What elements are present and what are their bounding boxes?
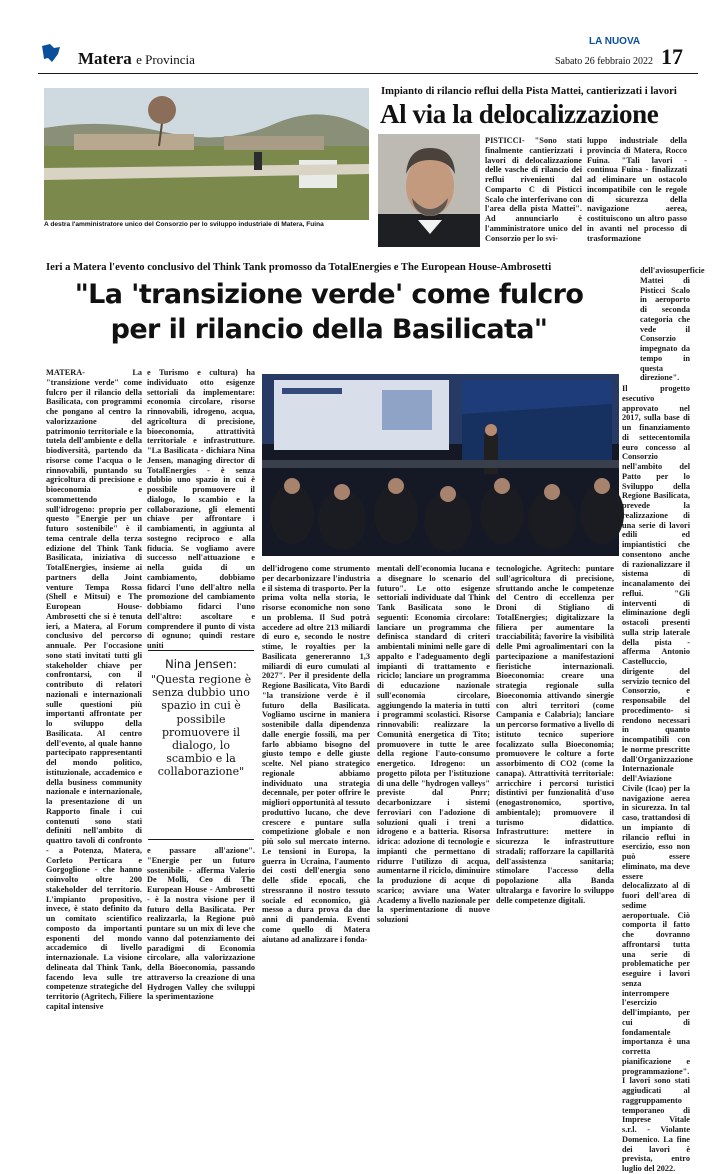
date: Sabato 26 febbraio 2022 — [555, 56, 654, 67]
conference-photo — [262, 374, 619, 556]
side-article-narrow: dell'aviosuperficie Mattei di Pisticci Scalo in aeroporto di seconda categoria che vede il Consorzio impegnato da tempo in questa direzione". — [640, 266, 705, 383]
page-number: 17 — [661, 44, 683, 69]
section-logo — [40, 42, 62, 64]
top-article-col1: PISTICCI- "Sono stati finalmente cantierizzati i lavori di delocalizzazione delle vasche di rilancio dei reflui rivenienti dal Comparto C di Pisticci Scalo che interferivano con l'area della pista Mattei". Ad annunciarlo è l'amministratore unico del Consorzio per lo svi- — [485, 136, 582, 243]
top-title: Al via la delocalizzazione — [380, 99, 659, 129]
main-headline-line2: per il rilancio della Basilicata" — [110, 314, 548, 345]
main-article-col3: dell'idrogeno come strumento per decarbonizzare l'industria e il sistema di trasporto. Per la prima volta nella storia, le risorse economiche non sono un problema. Il Sud potrà accedere ad oltre 213 miliardi di euro e, secondo le nostre stime, le royalties per la Basilicata genereranno 1,3 miliardi di euro cumulati al 2027". Per il presidente della Regione Basilicata, Vito Bardi "la transizione verde è il futuro della Basilicata. Vogliamo uscirne in maniera sostenibile dalla dipendenza dalle energie fossili, ma per farlo abbiamo bisogno del giusto tempo e delle giuste scelte. Nel piano strategico regionale abbiamo individuato una strategia decennale, per poter offrire le migliori opportunità al tessuto produttivo lucano, che deve crescere e puntare sulla competizione globale e non più solo sul mercato interno. Le tensioni in Europa, la guerra in Ucraina, l'aumento dei costi dell'energia sono delle sfide epocali, che stressranno il nostro tessuto sociale ed economico, già messo a dura prova da due anni di pandemia. Eventi come quello di Matera aiutano ad analizzare i fonda- — [262, 564, 370, 944]
main-article-col2b: e passare all'azione". "Energie per un futuro sostenibile - afferma Valerio De Molli, Ceo di The European House - Ambrosetti - è la nostra visione per il futuro della Basilicata. Per realizzarla, la Regione può puntare su un mix di leve che vanno dal potenziamento dei paradigmi di Economia circolare, alla valorizzazione della Bioeconomia, passando attraverso la creazione di una Hydrogen Valley che sviluppi la sperimentazione — [147, 846, 255, 1002]
top-kicker: Impianto di rilancio reflui della Pista Mattei, cantierizzati i lavori — [381, 86, 677, 97]
section-title: Matera e Provincia — [78, 49, 195, 68]
main-article-col2a: e Turismo e cultura) ha individuato otto esigenze settoriali da implementare: economia circolare, risorse rinnovabili, idrogeno, acqua, agricoltura di precisione, bioeconomia, attrattività territoriale e infrastrutture. "La Basilicata - dichiara Nina Jensen, managing director di TotalEnergies - è senza dubbio uno spazio in cui è possibile promuovere il dialogo, lo scambio e la collaborazione, gli elementi chiave per affrontare i cambiamenti, in aggiunta al sostegno reciproco e alla fiducia. Se vogliamo avere successo nell'attuazione e nella guida di un cambiamento, dobbiamo fidarci l'uno dell'altro nella promozione del cambiamento dobbiamo fidarci l'uno dell'altro: ascoltare e comprendere il punto di vista di ognuno; quindi restare uniti — [147, 368, 255, 650]
portrait-photo — [378, 134, 480, 247]
main-headline-line1: "La 'transizione verde' come fulcro — [74, 279, 584, 310]
pull-quote-text: "Questa regione è senza dubbio uno spazio in cui è possibile promuovere il dialogo, lo scambio e la collaborazione" — [150, 673, 252, 779]
main-article-col4: mentali dell'economia lucana e a disegnare lo scenario del futuro". Le otto esigenze settoriali individuate dal Think Tank Basilicata sono le seguenti: Economia circolare: lanciare un programma che definisca standard di criteri ambientali minimi nelle gare di appalto e l'adeguamento degli impianti di trattamento e riciclo; lanciare un programma di educazione nazionale sull'economia circolare, aggiungendo la materia in tutti i programmi scolastici. Risorse rinnovabili: realizzare la Comunità energetica di Tito; promuovere in tutte le aree della regione l'auto-consumo energetico. Idrogeno: un progetto pilota per l'istituzione di una delle "hydrogen valleys" previste dal Pnrr; decarbonizzare i sistemi ferroviari con l'adozione di soluzioni quali i treni a idrogeno e a batteria. Risorsa idrica: adozione di tecnologie e impianti che permettano di ridurre l'utilizzo di acqua, aumentarne il riciclo, diminuire la produzione di acque di scarico; avviare una Water Academy a livello nazionale per la sperimentazione di nuove soluzioni — [377, 564, 490, 924]
top-article-col2: luppo industriale della provincia di Matera, Rocco Fuina. "Tali lavori - continua Fuina - finalizzati ad eliminare un ostacolo incompatibile con le regole di sicurezza della navigazione aerea, costituiscono un altro passo in avanti nel processo di trasformazione — [587, 136, 687, 243]
side-article-wide: Il progetto esecutivo approvato nel 2017, sulla base di un finanziamento di settecentomila euro concesso al Consorzio nell'ambito del Patto per lo Sviluppo della Regione Basilicata, prevede la realizzazione di una serie di lavori edili ed impiantistici che consentono anche di razionalizzare il sistema di incanalamento dei reflui. "Gli interventi di eliminazione degli ostacoli presenti sulla strip laterale della pista - afferma Antonio Castelluccio, dirigente del servizio tecnico del Consorzio, e responsabile del procedimento- si rendono necessari in quanto incompatibili con le norme prescritte dall'Organizzazione Internazionale dell'Aviazione Civile (Icao) per la navigazione aerea in sicurezza. In tal caso, trattandosi di un impianto di rilancio reflui in esercizio, esso non può essere eliminato, ma deve essere delocalizzato al di fuori dell'area di sedime aeroportuale. Ciò comporta il fatto che dovranno affrontarsi tutta una serie di problematiche per eseguire i lavori senza interrompere l'esercizio dell'impianto, per cui di fondamentale importanza è una corretta pianificazione e programmazione". I lavori sono stati aggiudicati al raggruppamento temporaneo di Imprese Vitale s.r.l. - Violante Domenico. La fine dei lavori è prevista, entro luglio del 2022. — [622, 384, 693, 1173]
main-article-col1: MATERA- La "transizione verde" come fulcro per il rilancio della Basilicata, con programmi che pongano al centro la valorizzazione del patrimonio territoriale e la tutela dell'ambiente e della biodiversità, partendo da risorse come l'acqua o le rinnovabili, puntando su agricoltura di precisione e bioeconomia e scommettendo sull'idrogeno: proprio per questo "Energie per un futuro sostenibile" è il tema centrale della terza edizione del Think Tank Basilicata, iniziativa di TotalEnergies, insieme ai partners della Joint venture Tempa Rossa (Shell e Mitsui) e The European House-Ambrosetti che si è tenuta ieri, a Matera, al Forum conclusivo del percorso annuale. Per l'occasione sono stati invitati tutti gli stakeholder chiave per confrontarsi, con il contributo di relatori nazionali e internazionali sulle questioni più importanti affrontate per lo sviluppo della Basilicata. Al centro dell'evento, al quale hanno partecipato rappresentanti del mondo politico, istituzionale, accademico e della business community nazionale e internazionale, la presentazione di un Rapporto finale i cui contenuti sono stati definiti nell'ambito di quattro tavoli di confronto - a Potenza, Matera, Corleto Perticara e Gorgoglione - che hanno coinvolto oltre 200 stakeholder del territorio. L'impianto propositivo, invece, è stato definito da un comitato scientifico composto da importanti esponenti del mondo accademico di livello internazionale. La visione delineata dal Think Tank, facendo leva sulle tre competenze strategiche del territorio (Agritech, Filiere capital intensive — [46, 368, 142, 1011]
main-kicker: Ieri a Matera l'evento conclusivo del Think Tank promosso da TotalEnergies e The European House-Ambrosetti — [46, 262, 552, 273]
paper-logo: LA NUOVA — [589, 36, 641, 47]
pull-quote-author: Nina Jensen: — [165, 657, 237, 671]
header-bar — [38, 36, 698, 74]
main-article-col5: tecnologiche. Agritech: puntare sull'agricoltura di precisione, sfruttando anche le competenze del Centro di eccellenza per Droni di Stigliano di TotalEnergies; digitalizzare la filiera per aumentare la tracciabilità; favorire la visibilità delle Pmi agroalimentari con la partecipazione a manifestazioni fieristiche internazionali. Bioeconomia: creare una strategia regionale sulla Bioeconomia attivando sinergie con altri territori (come Campania e Calabria); lanciare un percorso formativo a livello di istituto tecnico superiore focalizzato sulla Bioeconomia; promuovere le colture a forte assorbimento di CO2 (come la canapa). Attrattività territoriale: arricchire i percorsi turistici distintivi per funzionalità d'uso (enogastronomico, sportivo, ambientale); promuovere il turismo didattico. Infrastrutture: mettere in sicurezza le infrastrutture stradali; rafforzare la capillarità dell'assistenza sanitaria; stimolare l'accesso della popolazione alla Banda ultralarga e favorire lo sviluppo delle competenze digitali. — [496, 564, 614, 905]
top-photo-caption: A destra l'amministratore unico del Consorzio per lo sviluppo industriale di Matera, Fuina — [44, 221, 324, 228]
pull-quote — [148, 650, 254, 840]
top-photo — [44, 88, 369, 220]
